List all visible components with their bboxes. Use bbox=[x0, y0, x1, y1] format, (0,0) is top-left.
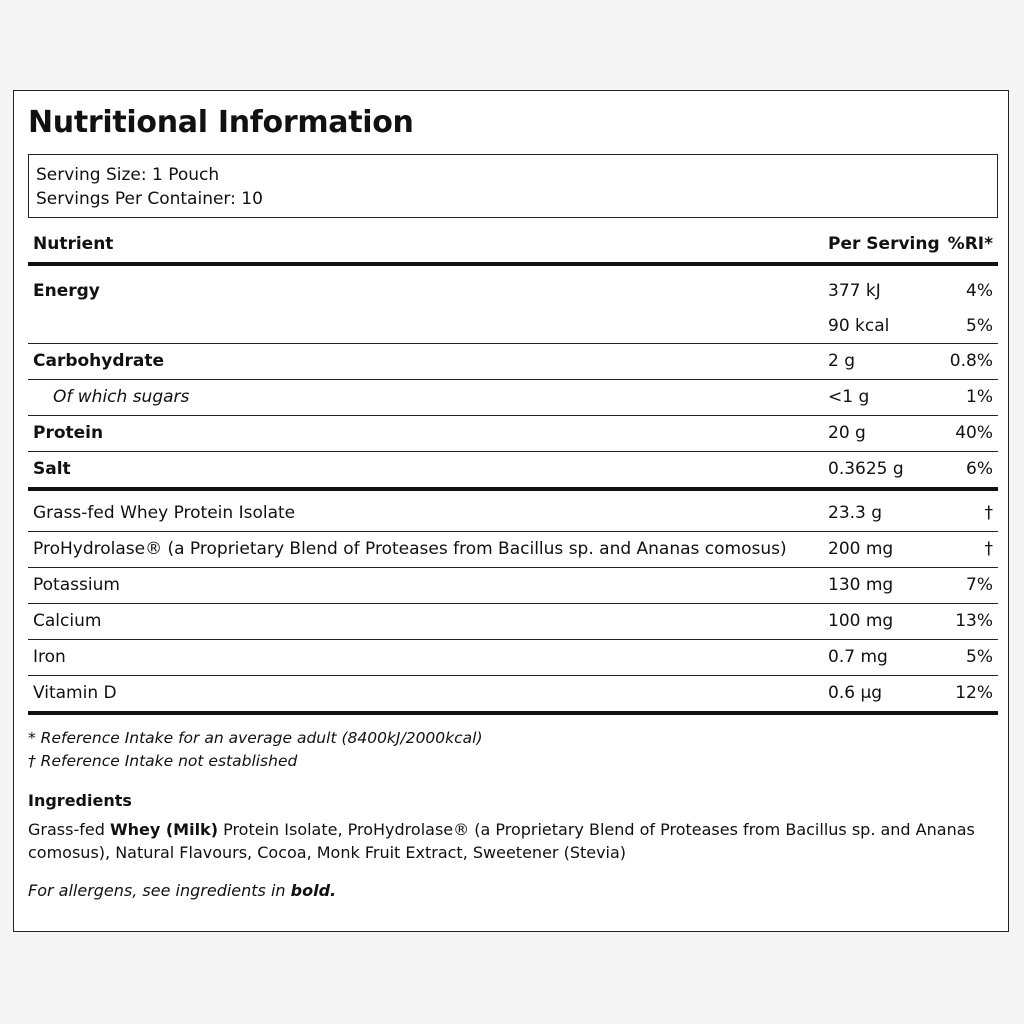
servings-per-container: Servings Per Container: 10 bbox=[36, 189, 263, 209]
ingredient-value: 0.7 mg bbox=[828, 647, 888, 667]
table-row bbox=[28, 676, 998, 715]
energy-kcal: 90 kcal bbox=[828, 316, 890, 336]
nutrient-name: Protein bbox=[33, 423, 104, 443]
header-nutrient: Nutrient bbox=[33, 234, 114, 254]
table-row bbox=[28, 416, 998, 452]
ingredient-ri: 5% bbox=[966, 647, 993, 667]
table-row bbox=[28, 344, 998, 380]
ingredient-value: 100 mg bbox=[828, 611, 894, 631]
energy-kj: 377 kJ bbox=[828, 281, 881, 301]
ingredient-ri: † bbox=[984, 503, 993, 523]
nutrient-value: 0.3625 g bbox=[828, 459, 904, 479]
ingredients-suffix: Protein Isolate, ProHydrolase® (a Proprietary Blend of Proteases from Bacillus sp. and Ananas comosus), Natural Flavours, Cocoa, Monk Fruit Extract, Sweetener (Stevia) bbox=[28, 820, 975, 862]
table-row-energy bbox=[28, 266, 998, 344]
header-ri: %RI* bbox=[947, 234, 993, 254]
ingredient-ri: 13% bbox=[955, 611, 993, 631]
ingredient-ri: 7% bbox=[966, 575, 993, 595]
footnotes bbox=[28, 727, 483, 773]
nutrient-value: 20 g bbox=[828, 423, 866, 443]
energy-label: Energy bbox=[33, 281, 100, 301]
nutrient-value: <1 g bbox=[828, 387, 870, 407]
nutrient-ri: 1% bbox=[966, 387, 993, 407]
ingredient-name: Vitamin D bbox=[33, 683, 117, 703]
nutrient-name: Of which sugars bbox=[53, 387, 190, 407]
nutrient-value: 2 g bbox=[828, 351, 856, 371]
ingredient-ri: † bbox=[984, 539, 993, 559]
allergen-note-prefix: For allergens, see ingredients in bbox=[28, 881, 291, 900]
nutrient-ri: 0.8% bbox=[949, 351, 993, 371]
nutrition-panel bbox=[13, 90, 1009, 932]
ingredient-value: 0.6 µg bbox=[828, 683, 883, 703]
nutrient-name: Carbohydrate bbox=[33, 351, 165, 371]
ingredient-value: 130 mg bbox=[828, 575, 894, 595]
ingredients-allergen: Whey (Milk) bbox=[109, 820, 218, 839]
ingredients-title: Ingredients bbox=[28, 791, 132, 810]
nutrient-ri: 6% bbox=[966, 459, 993, 479]
serving-info-box bbox=[28, 154, 998, 218]
table-row bbox=[28, 380, 998, 416]
header-per-serving: Per Serving bbox=[828, 234, 940, 254]
ingredient-name: Potassium bbox=[33, 575, 120, 595]
allergen-note bbox=[28, 881, 336, 900]
ingredient-value: 200 mg bbox=[828, 539, 894, 559]
ingredient-value: 23.3 g bbox=[828, 503, 883, 523]
table-row bbox=[28, 452, 998, 491]
ingredient-name: Calcium bbox=[33, 611, 102, 631]
energy-kj-ri: 4% bbox=[966, 281, 993, 301]
allergen-note-bold: bold. bbox=[290, 881, 337, 900]
page-title: Nutritional Information bbox=[28, 105, 414, 140]
ingredient-name: ProHydrolase® (a Proprietary Blend of Proteases from Bacillus sp. and Ananas comosus) bbox=[33, 539, 787, 559]
table-row bbox=[28, 604, 998, 640]
table-row bbox=[28, 491, 998, 532]
ingredient-ri: 12% bbox=[955, 683, 993, 703]
dagger-footnote: † Reference Intake not established bbox=[28, 752, 298, 770]
table-row bbox=[28, 532, 998, 568]
nutrition-table bbox=[28, 226, 998, 715]
ri-footnote: * Reference Intake for an average adult (8400kJ/2000kcal) bbox=[28, 729, 483, 747]
table-header-row bbox=[28, 226, 998, 266]
ingredients-prefix: Grass-fed bbox=[28, 820, 110, 839]
table-row bbox=[28, 568, 998, 604]
ingredient-name: Grass-fed Whey Protein Isolate bbox=[33, 503, 296, 523]
table-row bbox=[28, 640, 998, 676]
energy-kcal-ri: 5% bbox=[966, 316, 993, 336]
ingredients-text bbox=[28, 818, 988, 864]
ingredient-name: Iron bbox=[33, 647, 66, 667]
nutrient-ri: 40% bbox=[955, 423, 993, 443]
serving-size: Serving Size: 1 Pouch bbox=[36, 165, 220, 185]
nutrient-name: Salt bbox=[33, 459, 71, 479]
